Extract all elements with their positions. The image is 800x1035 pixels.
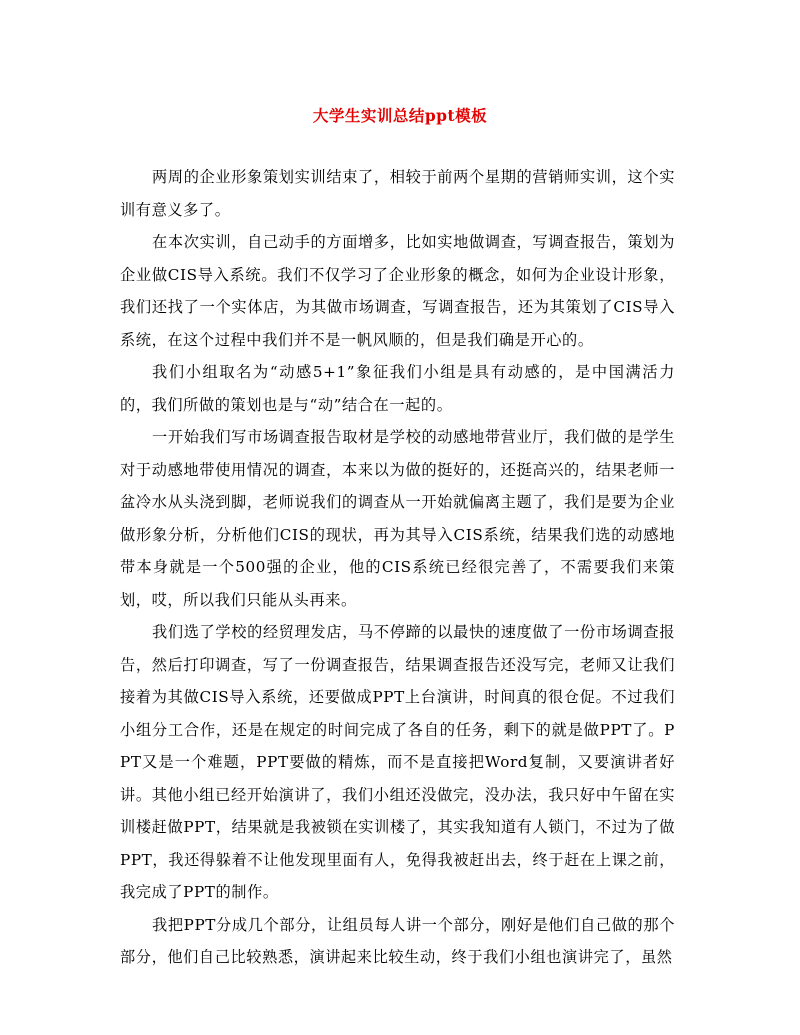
paragraph: 我们小组取名为“动感5+1”象征我们小组是具有动感的，是中国满活力的，我们所做的策划也是与“动”结合在一起的。 [120,363,675,414]
paragraph: 我把PPT分成几个部分，让组员每人讲一个部分，刚好是他们自己做的那个部分，他们自己比较熟悉，演讲起来比较生动，终于我们小组也演讲完了，虽然 [120,915,675,966]
document-title: 大学生实训总结ppt模板 [312,106,488,125]
document-body [120,161,675,974]
paragraph: 我们选了学校的经贸理发店，马不停蹄的以最快的速度做了一份市场调查报告，然后打印调查，写了一份调查报告，结果调查报告还没写完，老师又让我们接着为其做CIS导入系统，还要做成PPT上台演讲，时间真的很仓促。不过我们小组分工合作，还是在规定的时间完成了各自的任务，剩下的就是做PPT了。PPT又是一个难题，PPT要做的精炼，而不是直接把Word复制，又要演讲者好讲。其他小组已经开始演讲了，我们小组还没做完，没办法，我只好中午留在实训楼赶做PPT，结果就是我被锁在实训楼了，其实我知道有人锁门，不过为了做PPT，我还得躲着不让他发现里面有人，免得我被赶出去，终于赶在上课之前，我完成了PPT的制作。 [120,623,675,901]
paragraph: 两周的企业形象策划实训结束了，相较于前两个星期的营销师实训，这个实训有意义多了。 [120,168,675,219]
paragraph: 在本次实训，自己动手的方面增多，比如实地做调查，写调查报告，策划为企业做CIS导入系统。我们不仅学习了企业形象的概念，如何为企业设计形象，我们还找了一个实体店，为其做市场调查，写调查报告，还为其策划了CIS导入系统，在这个过程中我们并不是一帆风顺的，但是我们确是开心的。 [120,233,675,349]
paragraph: 一开始我们写市场调查报告取材是学校的动感地带营业厅，我们做的是学生对于动感地带使用情况的调查，本来以为做的挺好的，还挺高兴的，结果老师一盆冷水从头浇到脚，老师说我们的调查从一开始就偏离主题了，我们是要为企业做形象分析，分析他们CIS的现状，再为其导入CIS系统，结果我们选的动感地带本身就是一个500强的企业，他的CIS系统已经很完善了，不需要我们来策划，哎，所以我们只能从头再来。 [120,428,675,609]
